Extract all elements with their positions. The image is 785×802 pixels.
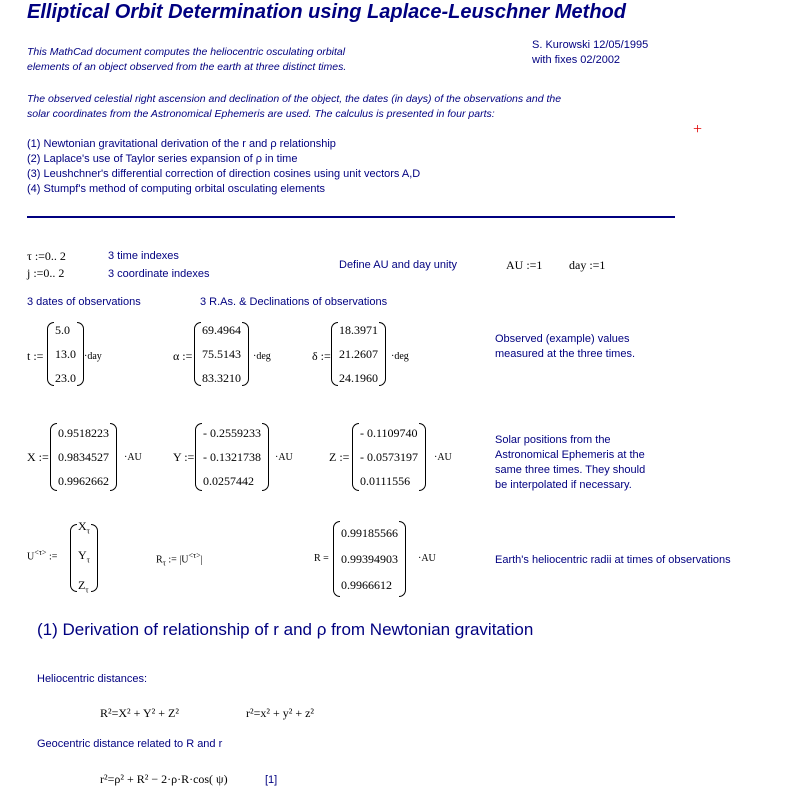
alpha-lhs: α := bbox=[173, 349, 193, 363]
delta-value-0: 18.3971 bbox=[339, 323, 378, 337]
part-item-4: (4) Stumpf's method of computing orbital osculating elements bbox=[27, 183, 326, 195]
R-unit: ·AU bbox=[418, 553, 436, 564]
helio-equation-R[interactable]: R²=X² + Y² + Z² bbox=[100, 706, 179, 720]
x-unit: ·AU bbox=[124, 452, 142, 463]
delta-unit: ·deg bbox=[391, 351, 409, 362]
obs-note-2: measured at the three times. bbox=[495, 348, 636, 360]
z-value-1: - 0.0573197 bbox=[360, 450, 418, 464]
helio-label: Heliocentric distances: bbox=[37, 673, 148, 685]
day-definition[interactable]: day :=1 bbox=[569, 258, 606, 272]
x-value-0: 0.9518223 bbox=[58, 426, 109, 440]
intro-line-3: The observed celestial right ascension and declination of the object, the dates (in days) of the observations and the bbox=[27, 93, 562, 105]
alpha-value-1: 75.5143 bbox=[202, 347, 241, 361]
t-unit: ·day bbox=[84, 351, 102, 362]
u-vector[interactable] bbox=[70, 518, 98, 595]
j-range-def[interactable]: j :=0.. 2 bbox=[27, 266, 65, 280]
z-value-2: 0.0111556 bbox=[360, 474, 411, 488]
t-value-1: 13.0 bbox=[55, 347, 76, 361]
x-lhs: X := bbox=[27, 450, 49, 464]
delta-vector[interactable] bbox=[331, 322, 386, 386]
part-item-2: (2) Laplace's use of Taylor series expansion of ρ in time bbox=[27, 153, 298, 165]
alpha-vector[interactable] bbox=[194, 322, 249, 386]
delta-value-2: 24.1960 bbox=[339, 371, 378, 385]
delta-lhs: δ := bbox=[312, 349, 331, 363]
intro-line-4: solar coordinates from the Astronomical Ephemeris are used. The calculus is presented in four parts: bbox=[27, 108, 495, 120]
y-value-2: 0.0257442 bbox=[203, 474, 254, 488]
earth-note: Earth's heliocentric radii at times of observations bbox=[495, 554, 731, 566]
solar-note-2: Astronomical Ephemeris at the bbox=[495, 449, 645, 461]
dates-label: 3 dates of observations bbox=[27, 296, 141, 308]
intro-line-1: This MathCad document computes the heliocentric osculating orbital bbox=[27, 46, 346, 58]
R-value-2: 0.9966612 bbox=[341, 578, 392, 592]
r-tau-definition[interactable]: $R_\tau$ := $|U^{<\tau>}|$ bbox=[156, 551, 203, 568]
u-component-y: $Y_\tau$ bbox=[78, 548, 90, 565]
z-unit: ·AU bbox=[434, 452, 452, 463]
define-note: Define AU and day unity bbox=[339, 259, 458, 271]
tau-note: 3 time indexes bbox=[108, 250, 179, 262]
x-vector[interactable] bbox=[50, 423, 117, 491]
z-vector[interactable] bbox=[352, 423, 426, 491]
R-value-0: 0.99185566 bbox=[341, 526, 398, 540]
geo-label: Geocentric distance related to R and r bbox=[37, 738, 223, 750]
t-vector[interactable] bbox=[47, 322, 84, 386]
y-lhs: Y := bbox=[173, 450, 195, 464]
u-component-z: $Z_\tau$ bbox=[78, 577, 89, 595]
fixes-line: with fixes 02/2002 bbox=[532, 54, 621, 66]
intro-line-2: elements of an object observed from the earth at three distinct times. bbox=[27, 61, 347, 73]
R-lhs: R = bbox=[314, 553, 329, 564]
alpha-value-2: 83.3210 bbox=[202, 371, 241, 385]
delta-value-1: 21.2607 bbox=[339, 347, 378, 361]
solar-note-3: same three times. They should bbox=[495, 464, 646, 476]
u-component-x: $X_\tau$ bbox=[78, 518, 90, 536]
alpha-unit: ·deg bbox=[253, 351, 271, 362]
helio-equation-r[interactable]: r²=x² + y² + z² bbox=[246, 706, 315, 720]
document-title: Elliptical Orbit Determination using Laplace-Leuschner Method bbox=[27, 1, 626, 23]
au-definition[interactable]: AU :=1 bbox=[506, 258, 543, 272]
y-value-1: - 0.1321738 bbox=[203, 450, 261, 464]
y-vector[interactable] bbox=[195, 423, 269, 491]
section-divider bbox=[27, 216, 675, 218]
z-value-0: - 0.1109740 bbox=[360, 426, 418, 440]
t-value-2: 23.0 bbox=[55, 371, 76, 385]
x-value-2: 0.9962662 bbox=[58, 474, 109, 488]
x-value-1: 0.9834527 bbox=[58, 450, 109, 464]
y-unit: ·AU bbox=[275, 452, 293, 463]
R-vector[interactable] bbox=[333, 521, 406, 597]
j-note: 3 coordinate indexes bbox=[108, 268, 210, 280]
tau-range-def[interactable]: τ :=0.. 2 bbox=[27, 249, 66, 263]
solar-note-4: be interpolated if necessary. bbox=[495, 479, 632, 491]
cursor-crosshair-icon: + bbox=[693, 121, 703, 138]
t-value-0: 5.0 bbox=[55, 323, 70, 337]
solar-note-1: Solar positions from the bbox=[495, 434, 611, 446]
t-lhs: t := bbox=[27, 349, 44, 363]
R-value-1: 0.99394903 bbox=[341, 552, 398, 566]
geo-equation[interactable]: r²=ρ² + R² − 2·ρ·R·cos( ψ) bbox=[100, 772, 228, 786]
section-1-heading: (1) Derivation of relationship of r and ρ from Newtonian gravitation bbox=[37, 620, 534, 639]
u-definition-lhs: $U^{<\tau>}$ := bbox=[27, 548, 58, 563]
alpha-value-0: 69.4964 bbox=[202, 323, 241, 337]
equation-ref-1: [1] bbox=[265, 774, 278, 786]
z-lhs: Z := bbox=[329, 450, 350, 464]
part-item-1: (1) Newtonian gravitational derivation of the r and ρ relationship bbox=[27, 138, 336, 150]
radec-label: 3 R.As. & Declinations of observations bbox=[200, 296, 388, 308]
part-item-3: (3) Leushchner's differential correction of direction cosines using unit vectors A,D bbox=[27, 168, 421, 180]
obs-note-1: Observed (example) values bbox=[495, 333, 630, 345]
author-line: S. Kurowski 12/05/1995 bbox=[532, 39, 649, 51]
y-value-0: - 0.2559233 bbox=[203, 426, 261, 440]
